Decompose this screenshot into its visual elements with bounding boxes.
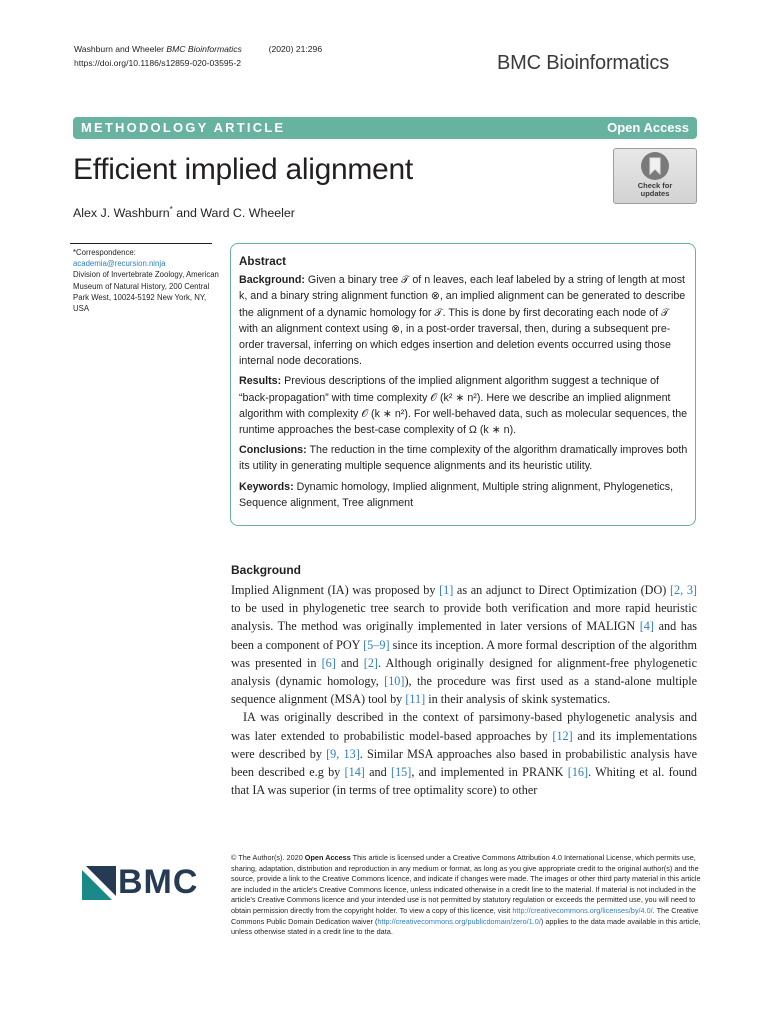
license-notice: © The Author(s). 2020 Open Access This article is licensed under a Creative Commons Attribution 4.0 International License, which permits use, sharing, adaptation, distribution and reproduction in any medium or format, as long as you give appropriate credit to the original author(s) and the source, provide a link to the Creative Commons licence, and indicate if changes were made. The images or other third party material in this article are included in the article's Creative Commons licence, unless indicated otherwise in a credit line to the material. If material is not included in the article's Creative Commons licence and your intended use is not permitted by statutory regulation or exceeds the permitted use, you will need to obtain permission directly from the copyright holder. To view a copy of this licence, visit http://creativecommons.org/licenses/by/4.0/. The Creative Commons Public Domain Dedication waiver (http://creativecommons.org/publicdomain/zero/1.0/) applies to the data made available in this article, unless otherwise stated in a credit line to the data. [231, 853, 701, 937]
citation-link[interactable]: [5–9] [363, 637, 390, 652]
citation-link[interactable]: [2, 3] [669, 583, 697, 597]
correspondence-email[interactable]: academia@recursion.ninja [73, 259, 166, 269]
citation-link[interactable]: [14] [344, 765, 365, 780]
citation-link[interactable]: [15] [391, 765, 412, 780]
citation-authors: Washburn and Wheeler [74, 44, 164, 54]
bmc-logo-mark [82, 862, 118, 902]
abstract-results [239, 373, 691, 438]
author-list [73, 205, 295, 220]
abstract-results-text: Previous descriptions of the implied alignment algorithm suggest a technique of “back-propagation” with time complexity 𝒪 (k² ∗ n²). Here we describe an implied alignment algorithm with complexity 𝒪 (k ∗ n²). For well-behaved data, such as molecular sequences, the runtime approaches the best-case complexity of Ω (k ∗ n). [239, 375, 688, 437]
journal-brand: BMC Bioinformatics [497, 52, 669, 74]
public-domain-link[interactable]: http://creativecommons.org/publicdomain/zero/1.0/ [377, 916, 541, 926]
abstract-conclusions-label: Conclusions: [239, 444, 307, 457]
citation-link[interactable]: [4] [639, 619, 654, 634]
doi-link[interactable]: https://doi.org/10.1186/s12859-020-03595-2 [74, 58, 242, 68]
citation-link[interactable]: [6] [321, 655, 336, 670]
paragraph-1: Implied Alignment (IA) was proposed by [1] as an adjunct to Direct Optimization (DO) [2, 3] to be used in phylogenetic tree search to provide both verification and more rapid heuristic analysis. The method was originally implemented in later versions of MALIGN [4] and has been a component of POY [5–9] since its inception. A more formal description of the algorithm was presented in [6] and [2]. Although originally designed for alignment-free phylogenetic analysis (dynamic homology, [10]), the procedure was first used as a stand-alone multiple sequence alignment (MSA) tool by [11] in their analysis of skink systematics. [231, 583, 697, 707]
bmc-logo [82, 862, 214, 902]
license-open-access: Open Access [304, 853, 351, 862]
citation-link[interactable]: [12] [552, 728, 573, 743]
abstract-keywords [239, 479, 691, 511]
correspondence-divider [70, 243, 212, 244]
corresponding-mark: * [169, 205, 173, 214]
keywords-text: Dynamic homology, Implied alignment, Multiple string alignment, Phylogenetics, Sequence alignment, Tree alignment [239, 480, 674, 509]
abstract-results-label: Results: [239, 375, 282, 388]
citation-link[interactable]: [2] [363, 655, 378, 670]
abstract-heading: Abstract [239, 255, 287, 268]
abstract-conclusions [239, 442, 691, 474]
paragraph-2: IA was originally described in the context of parsimony-based phylogenetic analysis and was later extended to probabilistic model-based approaches by [12] and its implementations were described by [9, 13]. Similar MSA approaches also based in probabilistic analysis have been described e.g by [14] and [15], and implemented in PRANK [16]. Whiting et al. found that IA was superior (in terms of tree optimality score) to other [231, 710, 698, 798]
correspondence-affiliation: Division of Invertebrate Zoology, American Museum of Natural History, 200 Central Park West, 10024-5192 New York, NY, USA [73, 270, 219, 314]
article-title: Efficient implied alignment [73, 153, 413, 186]
license-link[interactable]: http://creativecommons.org/licenses/by/4.0/ [512, 905, 653, 915]
abstract-conclusions-text: The reduction in the time complexity of the algorithm dramatically improves both its utility in generating multiple sequence alignments and its heuristic utility. [239, 444, 688, 473]
citation-header [74, 42, 322, 70]
keywords-label: Keywords: [239, 480, 294, 493]
body-text [231, 581, 697, 799]
section-heading-background: Background [231, 563, 302, 577]
correspondence-label: *Correspondence: [73, 248, 136, 257]
citation-journal: BMC Bioinformatics [166, 44, 242, 54]
open-access-label: Open Access [607, 120, 689, 135]
check-for-updates-line2: updates [640, 189, 670, 198]
citation-year-volume: (2020) 21:296 [268, 44, 323, 54]
author-wheeler: and Ward C. Wheeler [172, 206, 295, 221]
bmc-logo-text: BMC [118, 863, 199, 901]
author-washburn[interactable]: Alex J. Washburn [73, 206, 170, 221]
article-type-label: METHODOLOGY ARTICLE [81, 120, 286, 135]
citation-link[interactable]: [16] [567, 765, 589, 780]
correspondence-block [73, 247, 223, 314]
citation-link[interactable]: [1] [439, 583, 454, 597]
citation-link[interactable]: [9, 13] [326, 746, 360, 761]
abstract-background-text: Given a binary tree 𝒯 of n leaves, each leaf labeled by a string of length at most k, and a binary string alignment function ⊗, an implied alignment can be generated to describe the alignment of a dynamic homology for 𝒯. This is done by first decorating each node of 𝒯 with an alignment context using ⊗, in a post-order traversal, then, during a subsequent pre-order traversal, inferring on which edges insertion and deletion events occurred using those internal node decorations. [239, 274, 686, 368]
bookmark-icon [641, 152, 669, 180]
abstract-background-label: Background: [239, 274, 305, 287]
abstract-box [230, 243, 696, 526]
citation-link[interactable]: [10] [384, 674, 405, 689]
check-for-updates-button[interactable] [613, 148, 697, 204]
abstract-background [239, 272, 691, 369]
citation-link[interactable]: [11] [405, 692, 426, 707]
check-for-updates-line1: Check for [637, 181, 673, 190]
